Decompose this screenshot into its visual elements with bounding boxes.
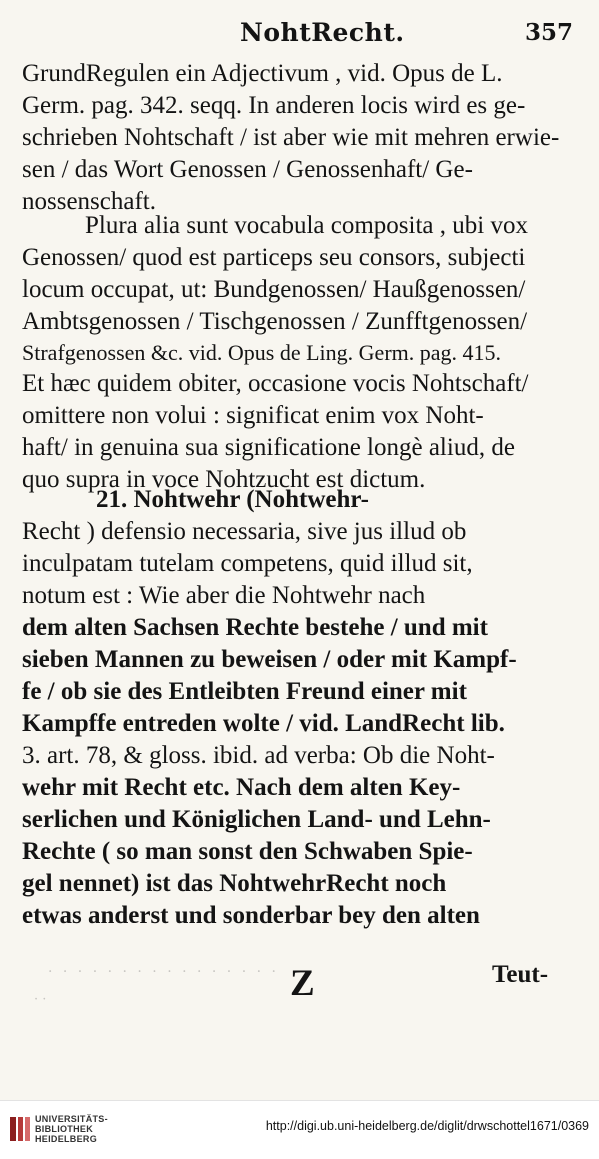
- text-line: inculpatam tutelam competens, quid illud sit,: [22, 550, 473, 577]
- text-line: Et hæc quidem obiter, occasione vocis Nohtschaft/: [22, 370, 529, 397]
- text-line: nossenschaft.: [22, 188, 156, 215]
- signature-mark: Z: [290, 963, 315, 1004]
- text-line: haft/ in genuina sua significatione longè aliud, de: [22, 434, 515, 461]
- text-line: wehr mit Recht etc. Nach dem alten Key-: [22, 774, 461, 801]
- text-line: Kampffe entreden wolte / vid. LandRecht lib.: [22, 710, 505, 737]
- text-line: 3. art. 78, & gloss. ibid. ad verba: Ob die Noht-: [22, 742, 495, 769]
- text-line: etwas anderst und sonderbar bey den alten: [22, 902, 480, 929]
- text-line: locum occupat, ut: Bundgenossen/ Haußgenossen/: [22, 276, 526, 303]
- text-line: fe / ob sie des Entleibten Freund einer mit: [22, 678, 467, 705]
- page-number: 357: [524, 19, 573, 46]
- text-line: Genossen/ quod est particeps seu consors, subjecti: [22, 244, 526, 271]
- show-through-text: · · · · · · · · · · · · · · · ·: [48, 964, 279, 980]
- text-line: gel nennet) ist das NohtwehrRecht noch: [22, 870, 447, 897]
- viewer-footer: [0, 1100, 599, 1159]
- text-line: sen / das Wort Genossen / Genossenhaft/ Ge-: [22, 156, 473, 183]
- show-through-mark: · ·: [34, 992, 47, 1007]
- running-title: NohtRecht.: [240, 18, 405, 47]
- library-name-line: BIBLIOTHEK: [35, 1124, 93, 1134]
- text-line: serlichen und Königlichen Land- und Lehn-: [22, 806, 491, 833]
- catchword: Teut-: [492, 961, 549, 988]
- paragraph-2: [22, 210, 572, 496]
- university-library-logo-icon: [8, 1115, 32, 1143]
- text-line: dem alten Sachsen Rechte bestehe / und mit: [22, 614, 488, 641]
- running-header: [22, 18, 577, 52]
- text-line: Plura alia sunt vocabula composita , ubi vox: [85, 212, 528, 239]
- text-line: Ambtsgenossen / Tischgenossen / Zunfftgenossen/: [22, 308, 528, 335]
- library-name-line: UNIVERSITÄTS-: [35, 1114, 108, 1124]
- source-url-link[interactable]: http://digi.ub.uni-heidelberg.de/diglit/drwschottel1671/0369: [265, 1119, 589, 1133]
- text-line: schrieben Nohtschaft / ist aber wie mit mehren erwie-: [22, 124, 560, 151]
- text-line: notum est : Wie aber die Nohtwehr nach: [22, 582, 426, 609]
- paragraph-1: [22, 58, 572, 218]
- text-line: quo supra in voce Nohtzucht est dictum.: [22, 466, 426, 493]
- library-name-line: HEIDELBERG: [35, 1134, 98, 1144]
- text-line: Recht ) defensio necessaria, sive jus illud ob: [22, 518, 467, 545]
- text-line: sieben Mannen zu beweisen / oder mit Kampf-: [22, 646, 517, 673]
- library-name: [35, 1114, 145, 1144]
- text-line: GrundRegulen ein Adjectivum , vid. Opus de L.: [22, 60, 503, 87]
- text-line: Germ. pag. 342. seqq. In anderen locis wird es ge-: [22, 92, 526, 119]
- text-line: Strafgenossen &c. vid. Opus de Ling. Germ. pag. 415.: [22, 340, 502, 365]
- entry-heading: 21. Nohtwehr (Nohtwehr-: [96, 486, 369, 513]
- text-line: Rechte ( so man sonst den Schwaben Spie-: [22, 838, 473, 865]
- paragraph-3: [22, 484, 572, 932]
- text-line: omittere non volui : significat enim vox Noht-: [22, 402, 484, 429]
